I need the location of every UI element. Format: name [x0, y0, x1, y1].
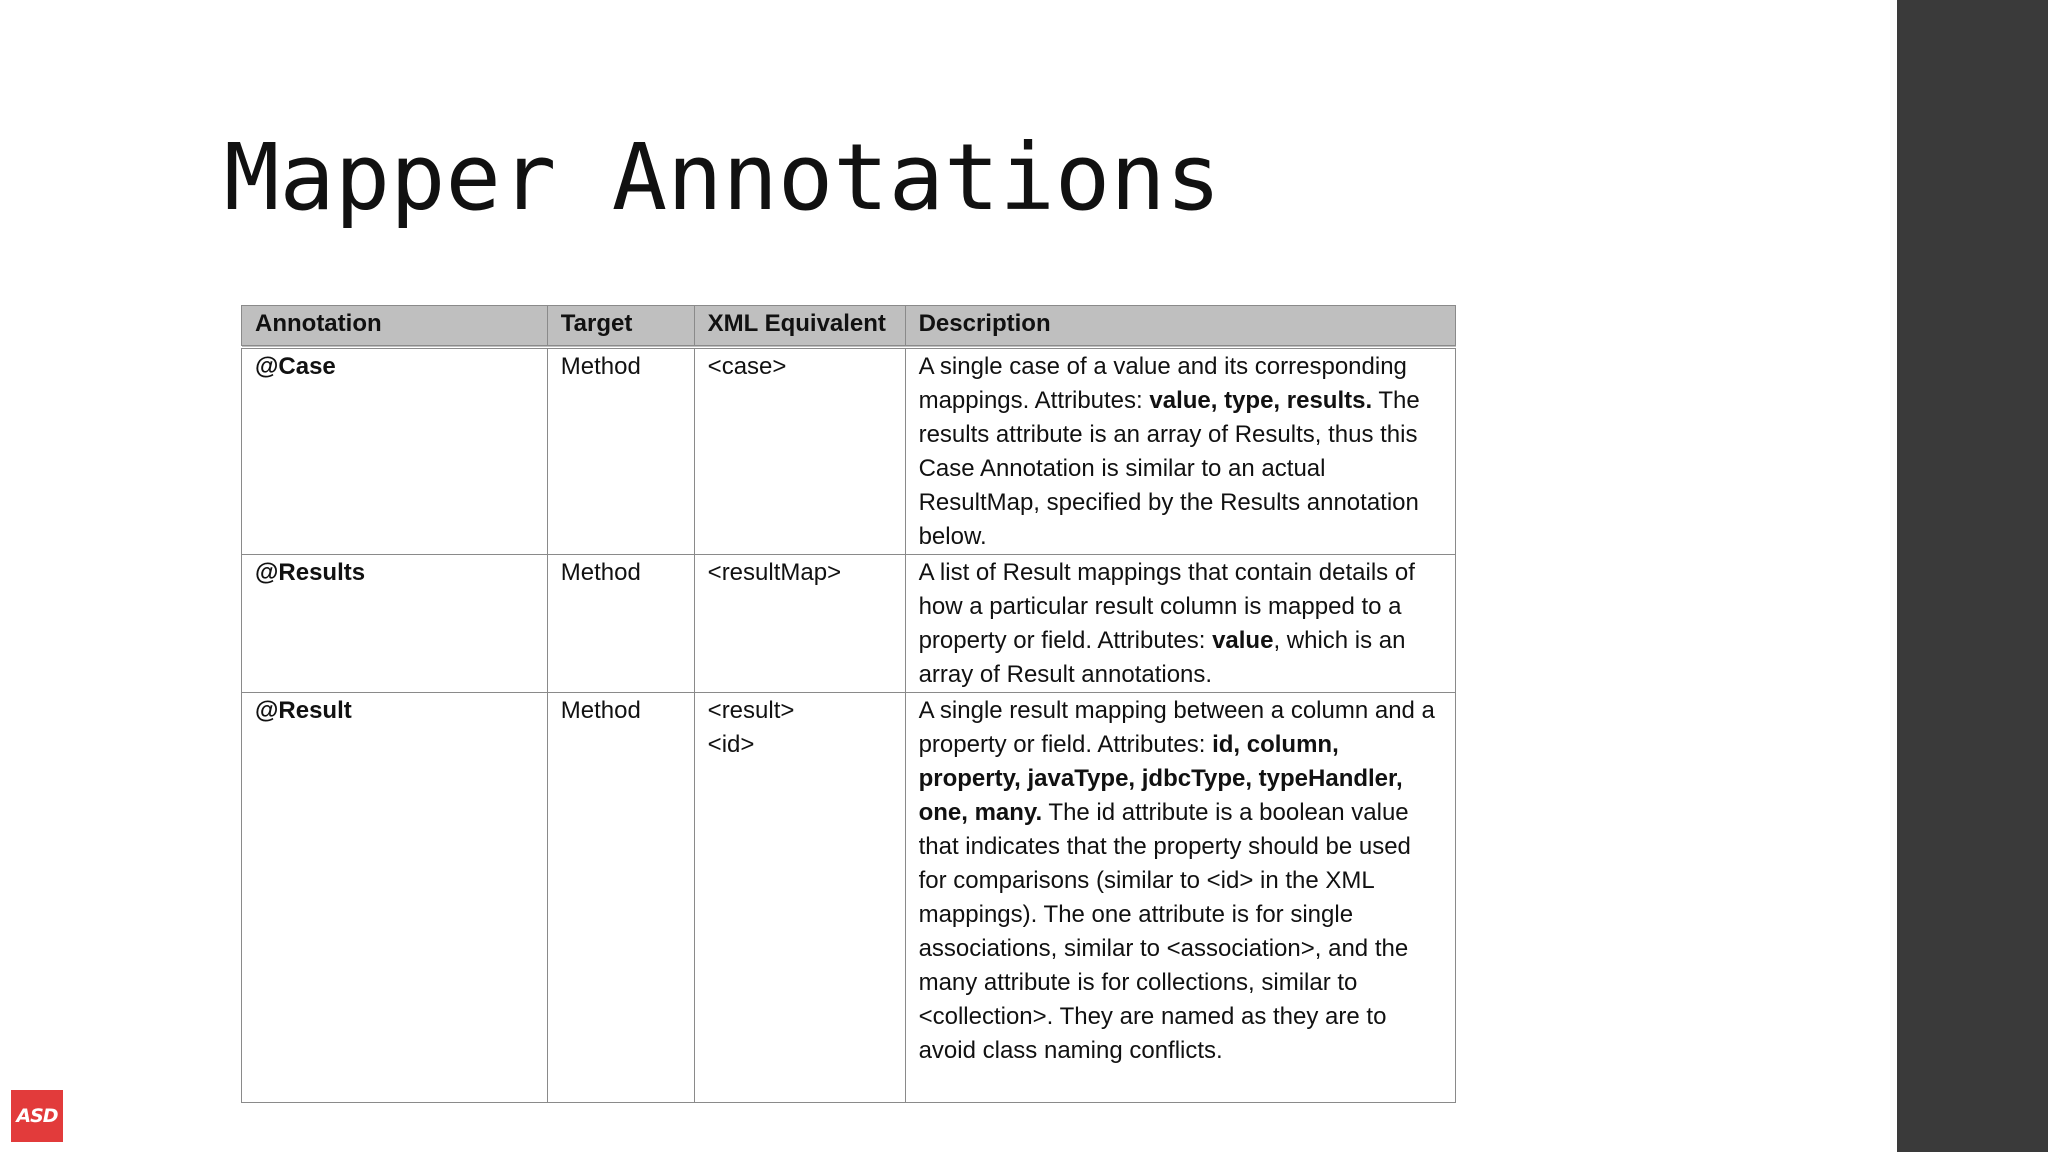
header-description: Description — [905, 306, 1455, 348]
description-text: A single case of a value and its corresponding mappings. Attributes: — [918, 353, 1407, 414]
xml-value: <resultMap> — [707, 559, 842, 586]
asd-logo: ASD — [11, 1090, 63, 1142]
xml-value: <case> — [707, 353, 787, 380]
xml-value: <id> — [707, 731, 755, 758]
description-text: A single result mapping between a column and a property or field. Attributes: — [918, 697, 1435, 758]
description-text: The id attribute is a boolean value that indicates that the property should be used for comparisons (similar to <id> in the XML mappings). The one attribute is for single associations, similar to <association>, and the many attribute is for collections, similar to <collection>. They are named as they are to avoid class naming conflicts. — [918, 799, 1411, 1064]
description-attributes: id, column, property, javaType, jdbcType, typeHandler, one, many. — [918, 731, 1403, 826]
description-cell — [905, 347, 1455, 555]
target-cell: Method — [547, 555, 694, 693]
side-bar — [1897, 0, 2048, 1152]
description-text: , which is an array of Result annotations. — [918, 627, 1406, 688]
description-cell — [905, 555, 1455, 693]
annotation-cell: @Results — [242, 555, 548, 693]
description-text: A list of Result mappings that contain details of how a particular result column is mapped to a property or field. Attributes: — [918, 559, 1415, 654]
slide-title: Mapper Annotations — [224, 124, 1221, 231]
table-row — [242, 555, 1456, 693]
xml-cell — [694, 555, 905, 693]
target-cell: Method — [547, 693, 694, 1103]
description-attributes: value — [1212, 627, 1274, 654]
table-row — [242, 693, 1456, 1103]
xml-cell — [694, 693, 905, 1103]
table-row — [242, 347, 1456, 555]
description-text: The results attribute is an array of Results, thus this Case Annotation is similar to an actual ResultMap, specified by the Results annotation below. — [918, 387, 1420, 550]
description-attributes: value, type, results. — [1149, 387, 1373, 414]
description-cell — [905, 693, 1455, 1103]
table-header-row — [242, 306, 1456, 348]
annotation-cell: @Result — [242, 693, 548, 1103]
annotation-cell: @Case — [242, 347, 548, 555]
annotations-table — [241, 305, 1456, 1103]
header-xml-equivalent: XML Equivalent — [694, 306, 905, 348]
xml-cell — [694, 347, 905, 555]
target-cell: Method — [547, 347, 694, 555]
xml-value: <result> — [707, 697, 795, 724]
header-target: Target — [547, 306, 694, 348]
header-annotation: Annotation — [242, 306, 548, 348]
